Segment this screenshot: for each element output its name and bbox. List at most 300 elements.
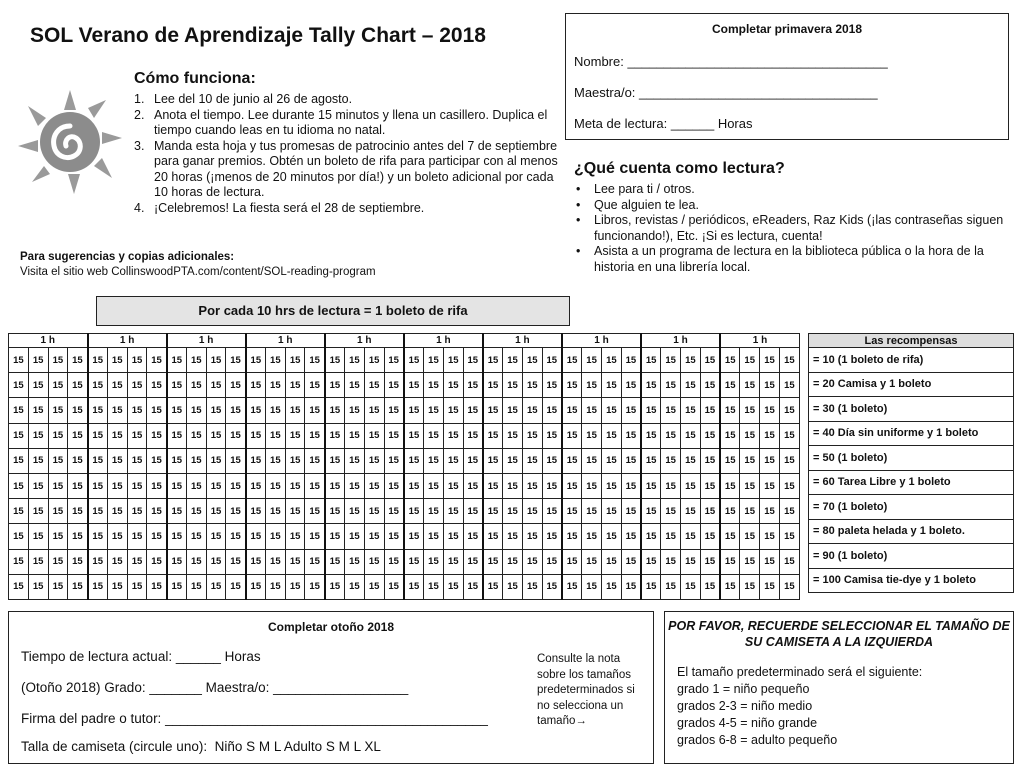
- tally-cell[interactable]: 15: [127, 574, 147, 599]
- tally-cell[interactable]: 15: [522, 373, 542, 398]
- tally-cell[interactable]: 15: [779, 398, 799, 423]
- tally-cell[interactable]: 15: [305, 499, 325, 524]
- tally-cell[interactable]: 15: [246, 524, 266, 549]
- tally-cell[interactable]: 15: [265, 448, 285, 473]
- tally-cell[interactable]: 15: [325, 524, 345, 549]
- tally-cell[interactable]: 15: [404, 423, 424, 448]
- tally-cell[interactable]: 15: [542, 549, 562, 574]
- tally-cell[interactable]: 15: [779, 549, 799, 574]
- tally-cell[interactable]: 15: [285, 549, 305, 574]
- tally-cell[interactable]: 15: [621, 348, 641, 373]
- tally-cell[interactable]: 15: [107, 373, 127, 398]
- tally-cell[interactable]: 15: [206, 499, 226, 524]
- tally-cell[interactable]: 15: [601, 574, 621, 599]
- tally-cell[interactable]: 15: [483, 549, 503, 574]
- tally-cell[interactable]: 15: [107, 348, 127, 373]
- tally-cell[interactable]: 15: [562, 448, 582, 473]
- tally-cell[interactable]: 15: [681, 524, 701, 549]
- grade-teacher-field[interactable]: (Otoño 2018) Grado: _______ Maestra/o: __________________: [21, 680, 409, 695]
- tally-cell[interactable]: 15: [186, 549, 206, 574]
- tally-cell[interactable]: 15: [186, 574, 206, 599]
- tally-cell[interactable]: 15: [601, 473, 621, 498]
- tally-cell[interactable]: 15: [621, 524, 641, 549]
- tally-cell[interactable]: 15: [285, 574, 305, 599]
- tally-cell[interactable]: 15: [325, 398, 345, 423]
- tally-cell[interactable]: 15: [720, 348, 740, 373]
- tally-cell[interactable]: 15: [127, 524, 147, 549]
- tally-cell[interactable]: 15: [681, 348, 701, 373]
- tally-cell[interactable]: 15: [127, 398, 147, 423]
- tally-cell[interactable]: 15: [147, 549, 167, 574]
- tally-cell[interactable]: 15: [325, 373, 345, 398]
- tally-cell[interactable]: 15: [740, 448, 760, 473]
- tally-cell[interactable]: 15: [226, 524, 246, 549]
- tally-cell[interactable]: 15: [661, 574, 681, 599]
- tally-cell[interactable]: 15: [641, 473, 661, 498]
- tally-cell[interactable]: 15: [28, 423, 48, 448]
- tally-cell[interactable]: 15: [285, 499, 305, 524]
- reading-goal-field[interactable]: Meta de lectura: ______ Horas: [574, 116, 753, 131]
- tally-cell[interactable]: 15: [700, 549, 720, 574]
- tally-cell[interactable]: 15: [186, 398, 206, 423]
- tally-cell[interactable]: 15: [265, 373, 285, 398]
- tally-cell[interactable]: 15: [48, 448, 68, 473]
- tally-cell[interactable]: 15: [760, 549, 780, 574]
- tally-cell[interactable]: 15: [740, 398, 760, 423]
- tally-cell[interactable]: 15: [661, 398, 681, 423]
- tally-cell[interactable]: 15: [443, 473, 463, 498]
- tally-cell[interactable]: 15: [404, 524, 424, 549]
- tally-cell[interactable]: 15: [107, 574, 127, 599]
- tally-cell[interactable]: 15: [285, 348, 305, 373]
- tally-cell[interactable]: 15: [285, 373, 305, 398]
- tally-cell[interactable]: 15: [601, 373, 621, 398]
- tally-cell[interactable]: 15: [779, 373, 799, 398]
- tally-cell[interactable]: 15: [68, 524, 88, 549]
- tally-cell[interactable]: 15: [562, 348, 582, 373]
- tally-cell[interactable]: 15: [226, 373, 246, 398]
- tally-cell[interactable]: 15: [424, 574, 444, 599]
- tally-cell[interactable]: 15: [740, 473, 760, 498]
- tally-cell[interactable]: 15: [779, 423, 799, 448]
- tally-cell[interactable]: 15: [28, 574, 48, 599]
- tally-cell[interactable]: 15: [147, 348, 167, 373]
- tally-cell[interactable]: 15: [127, 473, 147, 498]
- tally-cell[interactable]: 15: [226, 398, 246, 423]
- tally-cell[interactable]: 15: [522, 473, 542, 498]
- tally-cell[interactable]: 15: [720, 524, 740, 549]
- tally-cell[interactable]: 15: [107, 448, 127, 473]
- tally-cell[interactable]: 15: [325, 423, 345, 448]
- tally-cell[interactable]: 15: [186, 348, 206, 373]
- tally-cell[interactable]: 15: [760, 448, 780, 473]
- tally-cell[interactable]: 15: [562, 574, 582, 599]
- tally-cell[interactable]: 15: [681, 549, 701, 574]
- tally-cell[interactable]: 15: [384, 348, 404, 373]
- tally-cell[interactable]: 15: [345, 549, 365, 574]
- tally-cell[interactable]: 15: [424, 473, 444, 498]
- tally-cell[interactable]: 15: [246, 473, 266, 498]
- tally-cell[interactable]: 15: [345, 473, 365, 498]
- tally-cell[interactable]: 15: [285, 524, 305, 549]
- tally-cell[interactable]: 15: [127, 549, 147, 574]
- tally-cell[interactable]: 15: [107, 499, 127, 524]
- tally-cell[interactable]: 15: [68, 574, 88, 599]
- tally-cell[interactable]: 15: [305, 574, 325, 599]
- tally-cell[interactable]: 15: [582, 549, 602, 574]
- tally-cell[interactable]: 15: [760, 524, 780, 549]
- tally-cell[interactable]: 15: [127, 423, 147, 448]
- tally-cell[interactable]: 15: [167, 423, 187, 448]
- tally-cell[interactable]: 15: [9, 448, 29, 473]
- tally-cell[interactable]: 15: [582, 574, 602, 599]
- tally-cell[interactable]: 15: [503, 423, 523, 448]
- tally-cell[interactable]: 15: [206, 423, 226, 448]
- tally-cell[interactable]: 15: [641, 423, 661, 448]
- tally-cell[interactable]: 15: [424, 524, 444, 549]
- tally-cell[interactable]: 15: [443, 398, 463, 423]
- tally-cell[interactable]: 15: [305, 524, 325, 549]
- tally-cell[interactable]: 15: [325, 574, 345, 599]
- tally-cell[interactable]: 15: [641, 574, 661, 599]
- tally-cell[interactable]: 15: [542, 348, 562, 373]
- tally-cell[interactable]: 15: [384, 524, 404, 549]
- reading-time-field[interactable]: Tiempo de lectura actual: ______ Horas: [21, 649, 261, 664]
- tally-cell[interactable]: 15: [621, 373, 641, 398]
- tally-cell[interactable]: 15: [601, 549, 621, 574]
- tally-cell[interactable]: 15: [641, 549, 661, 574]
- tally-cell[interactable]: 15: [463, 549, 483, 574]
- tally-cell[interactable]: 15: [621, 398, 641, 423]
- tally-cell[interactable]: 15: [661, 473, 681, 498]
- tally-cell[interactable]: 15: [760, 473, 780, 498]
- tally-cell[interactable]: 15: [700, 448, 720, 473]
- tally-cell[interactable]: 15: [186, 423, 206, 448]
- tally-cell[interactable]: 15: [9, 574, 29, 599]
- tally-cell[interactable]: 15: [661, 549, 681, 574]
- tally-cell[interactable]: 15: [28, 549, 48, 574]
- tally-cell[interactable]: 15: [443, 549, 463, 574]
- tally-cell[interactable]: 15: [206, 473, 226, 498]
- tally-cell[interactable]: 15: [167, 524, 187, 549]
- tally-cell[interactable]: 15: [206, 373, 226, 398]
- tally-cell[interactable]: 15: [760, 348, 780, 373]
- tally-cell[interactable]: 15: [542, 448, 562, 473]
- tally-cell[interactable]: 15: [186, 499, 206, 524]
- tally-cell[interactable]: 15: [621, 423, 641, 448]
- tally-cell[interactable]: 15: [443, 524, 463, 549]
- tally-cell[interactable]: 15: [424, 499, 444, 524]
- tally-cell[interactable]: 15: [463, 574, 483, 599]
- tally-cell[interactable]: 15: [246, 423, 266, 448]
- tally-cell[interactable]: 15: [424, 448, 444, 473]
- tally-cell[interactable]: 15: [48, 423, 68, 448]
- tally-cell[interactable]: 15: [384, 473, 404, 498]
- tally-cell[interactable]: 15: [463, 373, 483, 398]
- tally-cell[interactable]: 15: [681, 423, 701, 448]
- tally-cell[interactable]: 15: [28, 398, 48, 423]
- tally-cell[interactable]: 15: [720, 448, 740, 473]
- tally-cell[interactable]: 15: [740, 423, 760, 448]
- tally-cell[interactable]: 15: [681, 373, 701, 398]
- tally-cell[interactable]: 15: [48, 499, 68, 524]
- tally-cell[interactable]: 15: [582, 524, 602, 549]
- tally-cell[interactable]: 15: [483, 524, 503, 549]
- tally-cell[interactable]: 15: [186, 448, 206, 473]
- tally-cell[interactable]: 15: [463, 423, 483, 448]
- tally-cell[interactable]: 15: [127, 448, 147, 473]
- tally-cell[interactable]: 15: [681, 448, 701, 473]
- tally-cell[interactable]: 15: [404, 373, 424, 398]
- tally-cell[interactable]: 15: [305, 473, 325, 498]
- tally-cell[interactable]: 15: [206, 549, 226, 574]
- tally-cell[interactable]: 15: [542, 398, 562, 423]
- tally-cell[interactable]: 15: [226, 348, 246, 373]
- tally-cell[interactable]: 15: [720, 423, 740, 448]
- tally-cell[interactable]: 15: [88, 398, 108, 423]
- tally-cell[interactable]: 15: [127, 499, 147, 524]
- tally-cell[interactable]: 15: [779, 499, 799, 524]
- tally-cell[interactable]: 15: [246, 348, 266, 373]
- tally-cell[interactable]: 15: [364, 348, 384, 373]
- tally-cell[interactable]: 15: [503, 549, 523, 574]
- tally-cell[interactable]: 15: [9, 348, 29, 373]
- tally-cell[interactable]: 15: [364, 499, 384, 524]
- tally-cell[interactable]: 15: [424, 549, 444, 574]
- tally-cell[interactable]: 15: [700, 398, 720, 423]
- tally-cell[interactable]: 15: [147, 398, 167, 423]
- tally-cell[interactable]: 15: [226, 448, 246, 473]
- tally-cell[interactable]: 15: [68, 373, 88, 398]
- tally-cell[interactable]: 15: [48, 549, 68, 574]
- tally-cell[interactable]: 15: [404, 574, 424, 599]
- tally-cell[interactable]: 15: [364, 448, 384, 473]
- tally-cell[interactable]: 15: [246, 549, 266, 574]
- tally-cell[interactable]: 15: [661, 348, 681, 373]
- tally-cell[interactable]: 15: [641, 348, 661, 373]
- tally-cell[interactable]: 15: [404, 499, 424, 524]
- tally-cell[interactable]: 15: [760, 499, 780, 524]
- tally-cell[interactable]: 15: [186, 473, 206, 498]
- tally-cell[interactable]: 15: [503, 574, 523, 599]
- tally-cell[interactable]: 15: [740, 373, 760, 398]
- tally-cell[interactable]: 15: [582, 373, 602, 398]
- tally-cell[interactable]: 15: [424, 348, 444, 373]
- tally-cell[interactable]: 15: [48, 348, 68, 373]
- tally-cell[interactable]: 15: [681, 574, 701, 599]
- tally-cell[interactable]: 15: [720, 574, 740, 599]
- tally-cell[interactable]: 15: [720, 499, 740, 524]
- tally-cell[interactable]: 15: [621, 574, 641, 599]
- tally-cell[interactable]: 15: [641, 524, 661, 549]
- tally-cell[interactable]: 15: [463, 448, 483, 473]
- tally-cell[interactable]: 15: [483, 398, 503, 423]
- tally-cell[interactable]: 15: [522, 524, 542, 549]
- tally-cell[interactable]: 15: [463, 499, 483, 524]
- tally-cell[interactable]: 15: [305, 448, 325, 473]
- tally-cell[interactable]: 15: [68, 423, 88, 448]
- tally-cell[interactable]: 15: [562, 423, 582, 448]
- tally-cell[interactable]: 15: [265, 473, 285, 498]
- tally-cell[interactable]: 15: [760, 574, 780, 599]
- tally-cell[interactable]: 15: [345, 574, 365, 599]
- tally-cell[interactable]: 15: [364, 398, 384, 423]
- tally-cell[interactable]: 15: [9, 499, 29, 524]
- tally-cell[interactable]: 15: [601, 398, 621, 423]
- tally-cell[interactable]: 15: [364, 423, 384, 448]
- tally-cell[interactable]: 15: [700, 499, 720, 524]
- tally-cell[interactable]: 15: [48, 574, 68, 599]
- tally-cell[interactable]: 15: [483, 473, 503, 498]
- tally-cell[interactable]: 15: [384, 373, 404, 398]
- tally-cell[interactable]: 15: [325, 348, 345, 373]
- tally-cell[interactable]: 15: [483, 423, 503, 448]
- tally-cell[interactable]: 15: [503, 348, 523, 373]
- tally-cell[interactable]: 15: [463, 348, 483, 373]
- tally-cell[interactable]: 15: [641, 499, 661, 524]
- tally-cell[interactable]: 15: [720, 473, 740, 498]
- tally-cell[interactable]: 15: [226, 574, 246, 599]
- tally-cell[interactable]: 15: [562, 473, 582, 498]
- tally-cell[interactable]: 15: [582, 473, 602, 498]
- tally-cell[interactable]: 15: [305, 398, 325, 423]
- tally-cell[interactable]: 15: [364, 574, 384, 599]
- tally-cell[interactable]: 15: [443, 348, 463, 373]
- tally-cell[interactable]: 15: [443, 574, 463, 599]
- tally-cell[interactable]: 15: [384, 398, 404, 423]
- tally-cell[interactable]: 15: [364, 549, 384, 574]
- tally-cell[interactable]: 15: [88, 499, 108, 524]
- tally-cell[interactable]: 15: [206, 448, 226, 473]
- tally-cell[interactable]: 15: [483, 574, 503, 599]
- tally-cell[interactable]: 15: [28, 524, 48, 549]
- tally-cell[interactable]: 15: [601, 448, 621, 473]
- tally-cell[interactable]: 15: [463, 473, 483, 498]
- tally-cell[interactable]: 15: [325, 499, 345, 524]
- tally-cell[interactable]: 15: [226, 473, 246, 498]
- tally-cell[interactable]: 15: [503, 524, 523, 549]
- tally-cell[interactable]: 15: [226, 499, 246, 524]
- tally-cell[interactable]: 15: [542, 524, 562, 549]
- tally-cell[interactable]: 15: [779, 448, 799, 473]
- tally-cell[interactable]: 15: [68, 448, 88, 473]
- tally-cell[interactable]: 15: [364, 473, 384, 498]
- tally-cell[interactable]: 15: [206, 574, 226, 599]
- tally-cell[interactable]: 15: [503, 373, 523, 398]
- tally-cell[interactable]: 15: [285, 473, 305, 498]
- teacher-field[interactable]: Maestra/o: _________________________________: [574, 85, 878, 100]
- tally-cell[interactable]: 15: [641, 398, 661, 423]
- tally-cell[interactable]: 15: [384, 423, 404, 448]
- tally-cell[interactable]: 15: [720, 549, 740, 574]
- tally-cell[interactable]: 15: [107, 398, 127, 423]
- tally-cell[interactable]: 15: [206, 524, 226, 549]
- tally-cell[interactable]: 15: [443, 373, 463, 398]
- tally-cell[interactable]: 15: [265, 574, 285, 599]
- tally-cell[interactable]: 15: [325, 473, 345, 498]
- tally-cell[interactable]: 15: [265, 499, 285, 524]
- tally-cell[interactable]: 15: [246, 373, 266, 398]
- tally-cell[interactable]: 15: [265, 398, 285, 423]
- tally-cell[interactable]: 15: [443, 448, 463, 473]
- tally-cell[interactable]: 15: [246, 448, 266, 473]
- tally-cell[interactable]: 15: [226, 423, 246, 448]
- tally-cell[interactable]: 15: [503, 448, 523, 473]
- tally-cell[interactable]: 15: [107, 423, 127, 448]
- tally-cell[interactable]: 15: [779, 574, 799, 599]
- tally-cell[interactable]: 15: [384, 574, 404, 599]
- tally-cell[interactable]: 15: [107, 549, 127, 574]
- tally-cell[interactable]: 15: [28, 448, 48, 473]
- tally-cell[interactable]: 15: [562, 499, 582, 524]
- tally-cell[interactable]: 15: [107, 524, 127, 549]
- tally-cell[interactable]: 15: [740, 549, 760, 574]
- tally-cell[interactable]: 15: [305, 373, 325, 398]
- tally-cell[interactable]: 15: [483, 373, 503, 398]
- tally-cell[interactable]: 15: [424, 373, 444, 398]
- tally-cell[interactable]: 15: [88, 423, 108, 448]
- tally-cell[interactable]: 15: [443, 499, 463, 524]
- tally-cell[interactable]: 15: [147, 423, 167, 448]
- tally-cell[interactable]: 15: [305, 423, 325, 448]
- tally-cell[interactable]: 15: [167, 473, 187, 498]
- tally-cell[interactable]: 15: [463, 398, 483, 423]
- tally-cell[interactable]: 15: [206, 398, 226, 423]
- tally-cell[interactable]: 15: [700, 524, 720, 549]
- tally-cell[interactable]: 15: [206, 348, 226, 373]
- tally-cell[interactable]: 15: [384, 448, 404, 473]
- tally-cell[interactable]: 15: [167, 549, 187, 574]
- tally-cell[interactable]: 15: [621, 549, 641, 574]
- tally-cell[interactable]: 15: [88, 524, 108, 549]
- tally-cell[interactable]: 15: [88, 373, 108, 398]
- tally-cell[interactable]: 15: [760, 373, 780, 398]
- tally-cell[interactable]: 15: [9, 524, 29, 549]
- tally-cell[interactable]: 15: [345, 423, 365, 448]
- tally-cell[interactable]: 15: [285, 423, 305, 448]
- tally-cell[interactable]: 15: [463, 524, 483, 549]
- tally-cell[interactable]: 15: [265, 348, 285, 373]
- tally-cell[interactable]: 15: [740, 524, 760, 549]
- tally-cell[interactable]: 15: [483, 499, 503, 524]
- tally-cell[interactable]: 15: [265, 524, 285, 549]
- tally-cell[interactable]: 15: [345, 524, 365, 549]
- tally-cell[interactable]: 15: [88, 574, 108, 599]
- tally-cell[interactable]: 15: [305, 348, 325, 373]
- tally-cell[interactable]: 15: [68, 398, 88, 423]
- tally-cell[interactable]: 15: [503, 499, 523, 524]
- tally-cell[interactable]: 15: [226, 549, 246, 574]
- tally-cell[interactable]: 15: [661, 423, 681, 448]
- tally-cell[interactable]: 15: [621, 448, 641, 473]
- tally-cell[interactable]: 15: [384, 499, 404, 524]
- tally-cell[interactable]: 15: [404, 549, 424, 574]
- tally-cell[interactable]: 15: [779, 473, 799, 498]
- tally-cell[interactable]: 15: [522, 448, 542, 473]
- tally-cell[interactable]: 15: [88, 348, 108, 373]
- tally-cell[interactable]: 15: [48, 473, 68, 498]
- tally-cell[interactable]: 15: [246, 574, 266, 599]
- tally-cell[interactable]: 15: [562, 398, 582, 423]
- tally-cell[interactable]: 15: [424, 423, 444, 448]
- tally-cell[interactable]: 15: [88, 549, 108, 574]
- tally-cell[interactable]: 15: [68, 549, 88, 574]
- tally-cell[interactable]: 15: [325, 549, 345, 574]
- tally-cell[interactable]: 15: [760, 423, 780, 448]
- tally-cell[interactable]: 15: [107, 473, 127, 498]
- tally-cell[interactable]: 15: [542, 373, 562, 398]
- tally-cell[interactable]: 15: [186, 373, 206, 398]
